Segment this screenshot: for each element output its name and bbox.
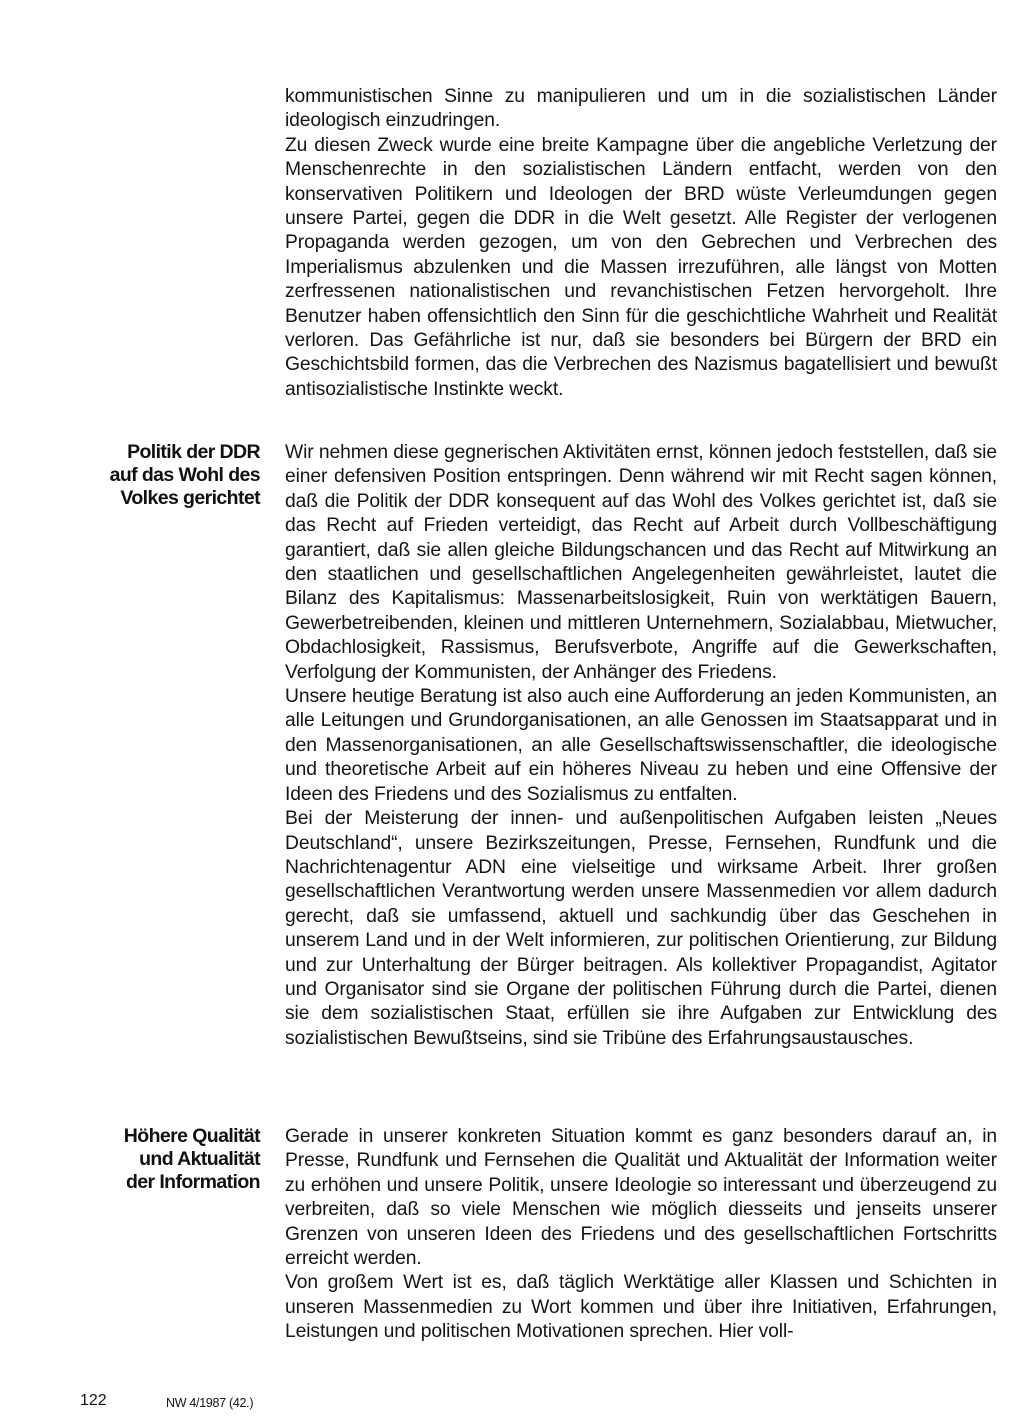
margin-heading-line: Höhere Qualität xyxy=(123,1125,260,1147)
margin-heading-line: Volkes gerichtet xyxy=(120,487,260,509)
margin-heading-line: der Information xyxy=(125,1171,260,1193)
paragraph: Wir nehmen diese gegnerischen Aktivitäten ernst, können jedoch feststellen, daß sie einer defensiven Position entspringen. Denn während wir mit Recht sagen können, daß die Politik der DDR konsequent auf das Wohl des Volkes gerichtet ist, daß sie das Recht auf Frieden verteidigt, das Recht auf Arbeit durch Vollbeschäftigung garantiert, daß sie allen gleiche Bildungschancen und das Recht auf Mitwirkung an den staatlichen und gesellschaftlichen Angelegenheiten gewährleistet, lautet die Bilanz des Kapitalismus: Massenarbeitslosigkeit, Ruin von werktätigen Bauern, Gewerbetreibenden, kleinen und mittleren Unternehmern, Sozialabbau, Mietwucher, Obdachlosigkeit, Rassismus, Berufsverbote, Angriffe auf die Gewerkschaften, Verfolgung der Kommunisten, der Anhänger des Friedens. xyxy=(285,442,997,683)
paragraph: Unsere heutige Beratung ist also auch eine Aufforderung an jeden Kommunisten, an alle Leitungen und Grundorganisationen, an alle Genossen im Staatsapparat und in den Massenorganisationen, an alle Gesellschaftswissenschaftler, die ideologische und theoretische Arbeit auf ein höheres Niveau zu heben und eine Offensive der Ideen des Friedens und des Sozialismus zu entfalten. xyxy=(285,686,997,805)
section-1-body xyxy=(285,85,997,402)
paragraph: Von großem Wert ist es, daß täglich Werktätige aller Klassen und Schichten in unseren Massenmedien zu Wort kommen und über ihre Initiativen, Erfahrungen, Leistungen und politischen Motivationen sprechen. Hier voll- xyxy=(285,1272,997,1343)
margin-heading-politik xyxy=(80,441,260,510)
paragraph: Zu diesen Zweck wurde eine breite Kampagne über die angebliche Verletzung der Menschenrechte in den sozialistischen Ländern entfacht, werden von den konservativen Politikern und Ideologen der BRD wüste Verleumdungen gegen unsere Partei, gegen die DDR in die Welt gesetzt. Alle Register der verlogenen Propaganda werden gezogen, um von den Gebrechen und Verbrechen des Imperialismus abzulenken und die Massen irrezuführen, alle längst von Motten zerfressenen nationalistischen und revanchistischen Fetzen hervorgeholt. Ihre Benutzer haben offensichtlich den Sinn für die geschichtliche Wahrheit und Realität verloren. Das Gefährliche ist nur, daß sie besonders bei Bürgern der BRD ein Geschichtsbild formen, das die Verbrechen des Nazismus bagatellisiert und bewußt antisozialistische Instinkte weckt. xyxy=(285,134,997,400)
margin-heading-line: und Aktualität xyxy=(139,1148,260,1170)
section-3-body xyxy=(285,1125,997,1345)
margin-heading-qualitaet xyxy=(80,1125,260,1194)
paragraph: kommunistischen Sinne zu manipulieren und um in die sozialistischen Länder ideologisch einzudringen. xyxy=(285,86,997,132)
margin-heading-line: auf das Wohl des xyxy=(109,464,260,486)
page-number: 122 xyxy=(80,1392,107,1409)
journal-citation: NW 4/1987 (42.) xyxy=(166,1396,254,1410)
paragraph: Bei der Meisterung der innen- und außenpolitischen Aufgaben leisten „Neues Deutschland“, unsere Bezirkszeitungen, Presse, Fernsehen, Rundfunk und die Nachrichtenagentur ADN eine vielseitige und wirksame Arbeit. Ihrer großen gesellschaftlichen Verantwortung werden unsere Massenmedien vor allem dadurch gerecht, daß sie umfassend, aktuell und sachkundig über das Geschehen in unserem Land und in der Welt informieren, zur politischen Orientierung, zur Bildung und zur Unterhaltung der Bürger beitragen. Als kollektiver Propagandist, Agitator und Organisator sind sie Organe der politischen Führung durch die Partei, dienen sie dem sozialistischen Staat, erfüllen sie ihre Aufgaben zur Entwicklung des sozialistischen Bewußtseins, sind sie Tribüne des Erfahrungsaustausches. xyxy=(285,808,997,1049)
paragraph: Gerade in unserer konkreten Situation kommt es ganz besonders darauf an, in Presse, Rundfunk und Fernsehen die Qualität und Aktualität der Information weiter zu erhöhen und unsere Politik, unsere Ideologie so interessant und überzeugend zu verbreiten, daß so viele Menschen wie möglich diesseits und jenseits unserer Grenzen von unseren Ideen des Friedens und des gesellschaftlichen Fortschritts erreicht werden. xyxy=(285,1126,997,1270)
margin-heading-line: Politik der DDR xyxy=(127,441,260,463)
section-2-body xyxy=(285,441,997,1051)
